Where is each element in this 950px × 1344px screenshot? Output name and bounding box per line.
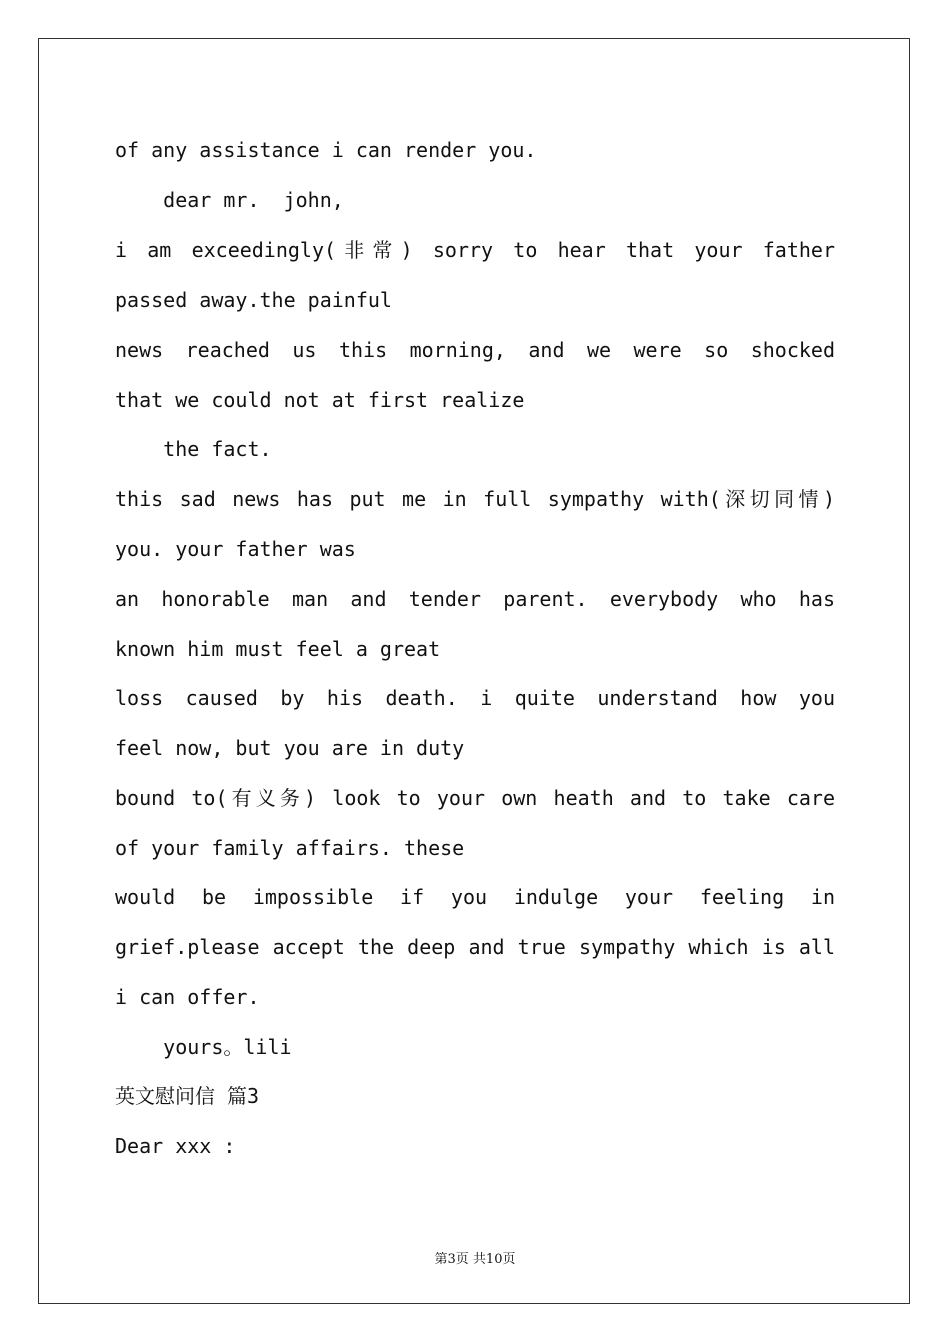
text-line: of your family affairs. these: [115, 836, 465, 860]
text-line: news reached us this morning, and we were so shocked: [115, 338, 835, 362]
text-line: an honorable man and tender parent. everybody who has: [115, 587, 835, 611]
salutation: Dear xxx :: [115, 1134, 236, 1158]
text-line: passed away.the painful: [115, 288, 392, 312]
text-line: loss caused by his death. i quite understand how you: [115, 686, 835, 710]
text-line: that we could not at first realize: [115, 388, 525, 412]
text-line: bound to(有义务) look to your own heath and to take care: [115, 786, 835, 810]
page-number-footer: 第3页 共10页: [434, 1252, 516, 1267]
section-heading: 英文慰问信 篇3: [115, 1084, 260, 1108]
text-line: this sad news has put me in full sympathy with(深切同情): [115, 487, 835, 511]
text-line: would be impossible if you indulge your feeling in: [115, 885, 835, 909]
text-line: known him must feel a great: [115, 637, 441, 661]
text-line: of any assistance i can render you.: [115, 138, 537, 162]
page-frame: [38, 38, 910, 1304]
text-line: feel now, but you are in duty: [115, 736, 465, 760]
text-line: i am exceedingly(非常) sorry to hear that your father: [115, 238, 835, 262]
text-line: i can offer.: [115, 985, 260, 1009]
text-line: yours。lili: [115, 1035, 292, 1059]
text-line: dear mr. john,: [115, 188, 344, 212]
text-line: grief.please accept the deep and true sympathy which is all: [115, 935, 835, 959]
text-line: you. your father was: [115, 537, 356, 561]
text-line: the fact.: [115, 437, 272, 461]
